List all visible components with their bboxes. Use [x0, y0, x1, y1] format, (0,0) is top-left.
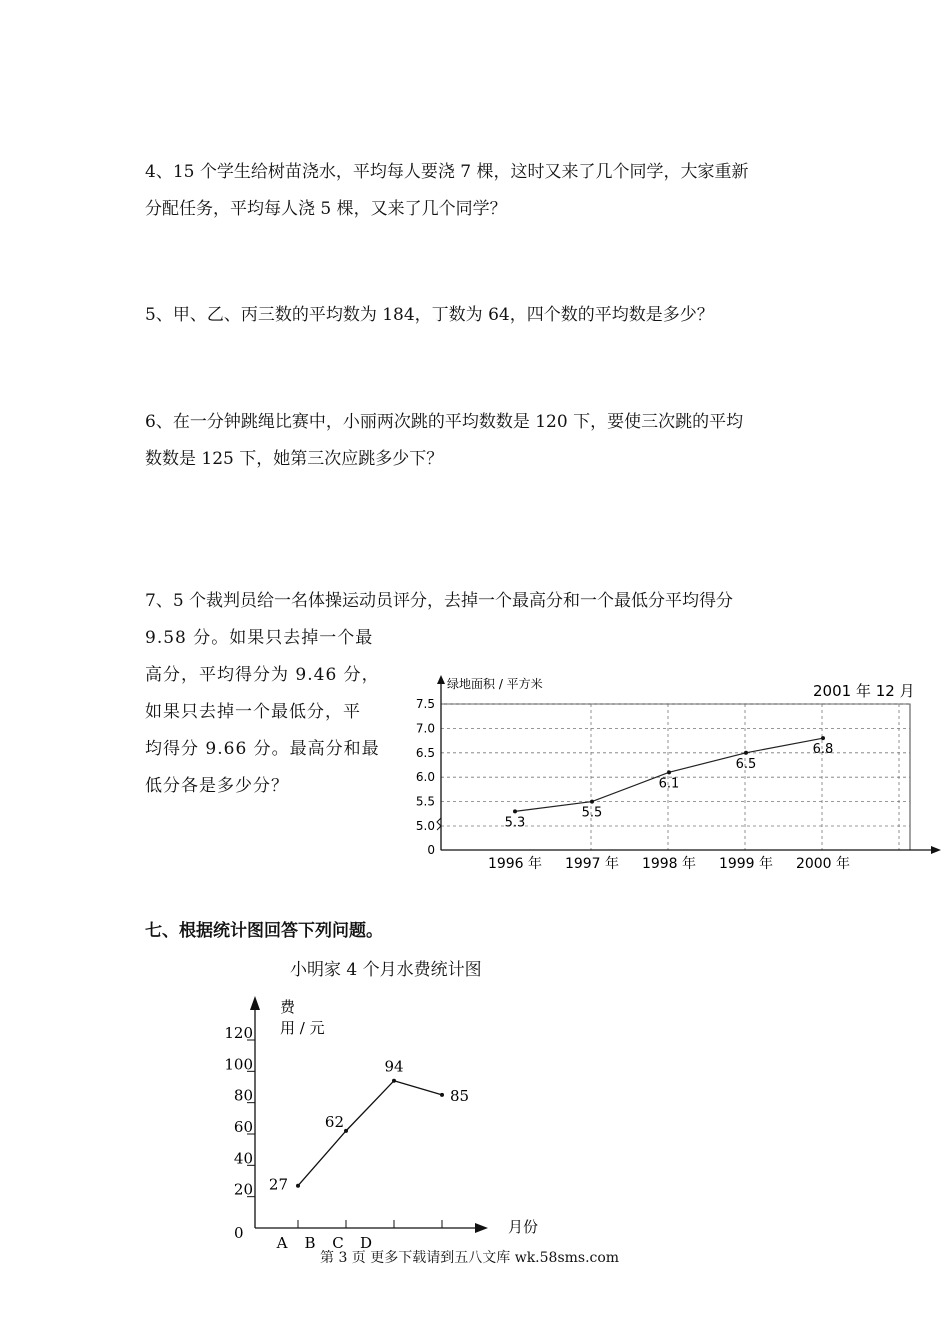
chart-1-y-tick-label: 7.0	[415, 721, 435, 736]
chart-1-y-axis-label: 绿地面积 / 平方米	[447, 677, 543, 691]
chart-1-value-label: 6.8	[812, 742, 834, 758]
chart-2-x-axis-label: 月份	[508, 1218, 539, 1236]
question-7-line-1: 7、5 个裁判员给一名体操运动员评分，去掉一个最高分和一个最低分平均得分	[145, 591, 734, 611]
chart-2-y-tick-label: 100	[224, 1055, 253, 1074]
chart-2-x-ticks	[276, 1220, 442, 1250]
chart-1-value-label: 6.5	[735, 756, 757, 772]
chart-2-y-axis-label-1: 费	[280, 998, 296, 1016]
chart-1-point	[821, 736, 825, 740]
question-6-line-2: 数数是 125 下，她第三次应跳多少下？	[145, 449, 444, 469]
chart-2-x-arrow	[475, 1223, 488, 1233]
chart-2-y-tick-label: 60	[233, 1118, 253, 1136]
chart-2-series-line	[298, 1081, 442, 1186]
chart-1-y-tick-label: 6.5	[415, 745, 435, 760]
page-footer: 第 3 页 更多下载请到五八文库 wk.58sms.com	[320, 1250, 620, 1266]
question-7-line-6: 低分各是多少分？	[145, 776, 289, 796]
chart-2-y-tick-label: 40	[233, 1149, 253, 1168]
chart-1-y-tick-label: 5.5	[415, 794, 435, 809]
question-7-line-4: 如果只去掉一个最低分，平	[145, 702, 361, 722]
question-4	[145, 154, 748, 228]
chart-1-series-line	[515, 738, 823, 811]
chart-2-x-tick-label: B	[304, 1234, 316, 1250]
chart-1-x-tick-label: 1998 年	[641, 856, 697, 872]
chart-1-x-arrow	[931, 846, 941, 854]
question-5-line-1: 5、甲、乙、丙三数的平均数为 184，丁数为 64，四个数的平均数是多少？	[145, 305, 714, 325]
question-4-line-1: 4、15 个学生给树苗浇水，平均每人要浇 7 棵，这时又来了几个同学，大家重新	[145, 162, 749, 182]
question-6	[145, 404, 743, 478]
chart-2-point	[344, 1129, 348, 1133]
chart-1-y-tick-label: 0	[427, 843, 435, 857]
chart-1-data-labels	[505, 742, 834, 830]
chart-2-title: 小明家 4 个月水费统计图	[290, 960, 482, 980]
chart-1-date-label: 2001 年 12 月	[813, 682, 915, 700]
chart-2-point	[296, 1184, 300, 1188]
chart-1-point	[744, 751, 748, 755]
chart-1-y-tick-label: 5.0	[415, 819, 435, 833]
chart-2-y-tick-label: 20	[233, 1180, 253, 1199]
chart-1-y-arrow	[437, 675, 445, 684]
chart-2-x-tick-label: D	[359, 1234, 373, 1250]
chart-2-y-tick-label: 0	[234, 1224, 244, 1242]
chart-1-x-tick-label: 1997 年	[564, 856, 620, 872]
chart-2-point	[440, 1093, 444, 1097]
chart-2-y-arrow	[250, 996, 260, 1010]
chart-1-value-label: 5.5	[581, 805, 603, 821]
question-5	[145, 297, 714, 334]
chart-2-data-labels	[269, 1058, 469, 1194]
chart-1-x-ticks	[488, 855, 850, 872]
chart-2-y-tick-label: 120	[224, 1024, 253, 1042]
chart-1-y-tick-label: 6.0	[415, 770, 435, 785]
question-7-line-5: 均得分 9.66 分。最高分和最	[145, 739, 380, 759]
chart-2-x-tick-label: A	[276, 1234, 288, 1250]
chart-1-point	[590, 800, 594, 804]
chart-2-points	[296, 1079, 444, 1188]
water-fee-line-chart	[220, 992, 560, 1250]
chart-2-value-label: 94	[384, 1057, 404, 1076]
chart-1-x-tick-label: 1996 年	[487, 856, 543, 872]
chart-2-value-label: 62	[324, 1112, 344, 1131]
chart-1-y-tick-label: 7.5	[415, 697, 435, 711]
chart-2-value-label: 27	[268, 1175, 288, 1194]
chart-1-y-ticks	[416, 697, 435, 857]
question-7	[145, 583, 733, 620]
chart-2-y-tick-label: 80	[233, 1086, 253, 1105]
chart-1-x-tick-label: 1999 年	[718, 856, 774, 872]
question-7-line-2: 9.58 分。如果只去掉一个最	[145, 628, 374, 648]
chart-2-y-axis-label-2: 用 / 元	[280, 1019, 325, 1037]
section-7-heading: 七、根据统计图回答下列问题。	[145, 921, 383, 941]
chart-1-value-label: 5.3	[504, 815, 526, 831]
green-area-line-chart	[405, 672, 945, 877]
question-7-line-3: 高分，平均得分为 9.46 分，	[145, 665, 380, 685]
chart-1-point	[513, 809, 517, 813]
question-7-body	[145, 620, 380, 805]
chart-1-point	[667, 770, 671, 774]
chart-1-x-tick-label: 2000 年	[795, 856, 851, 872]
chart-2-point	[392, 1079, 396, 1083]
question-4-line-2: 分配任务，平均每人浇 5 棵，又来了几个同学？	[145, 199, 507, 219]
chart-2-value-label: 85	[450, 1086, 470, 1105]
chart-2-x-tick-label: C	[332, 1234, 344, 1250]
chart-2-y-ticks	[224, 1024, 255, 1242]
question-6-line-1: 6、在一分钟跳绳比赛中，小丽两次跳的平均数数是 120 下，要使三次跳的平均	[145, 412, 744, 432]
chart-1-value-label: 6.1	[658, 776, 680, 792]
